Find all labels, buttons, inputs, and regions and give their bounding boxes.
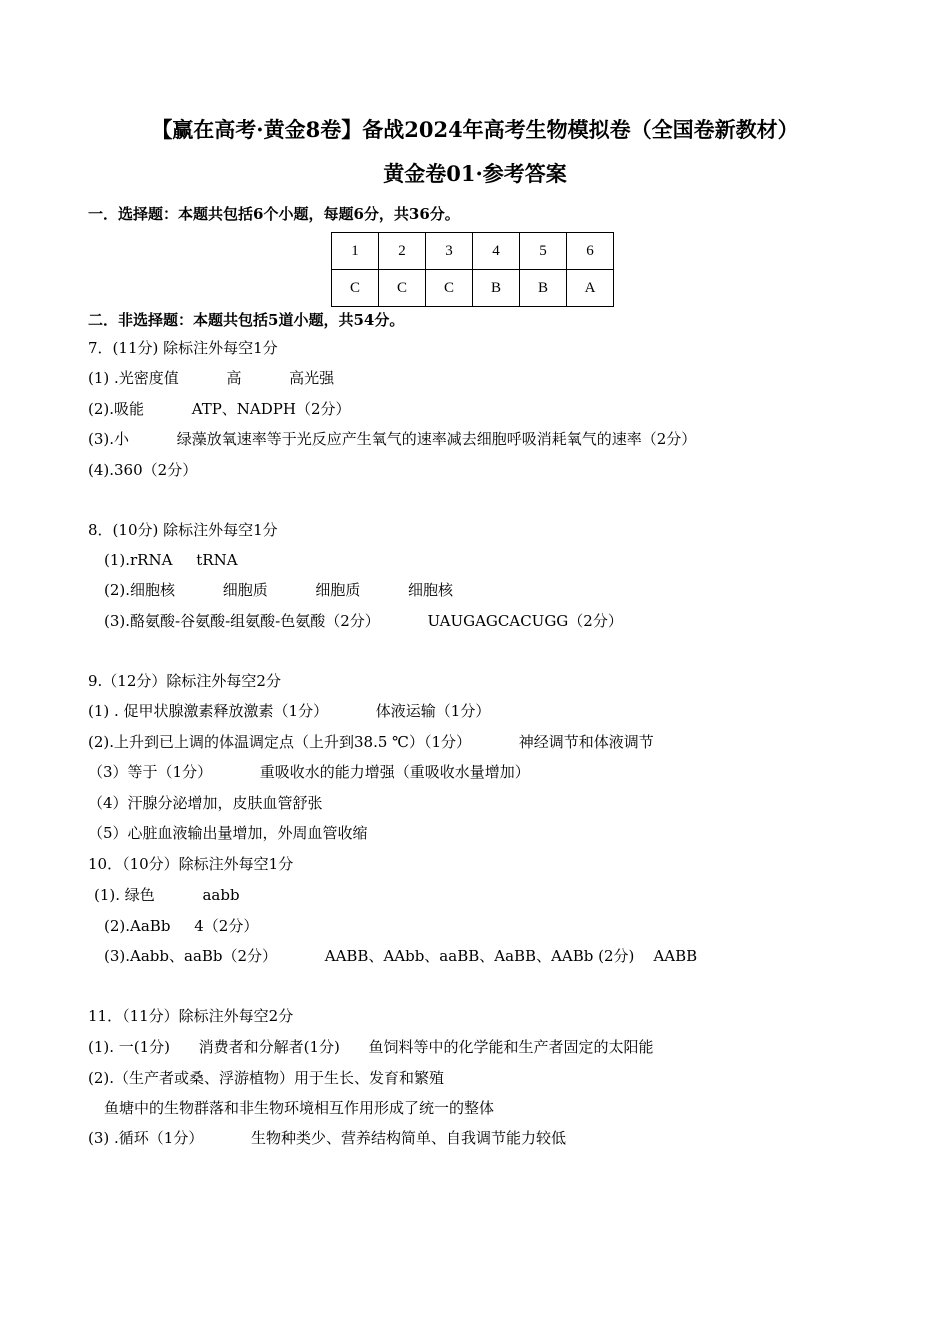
answer-line: (2).上升到已上调的体温调定点（上升到38.5 ℃）（1分） 神经调节和体液调节 bbox=[88, 733, 654, 751]
answer-cell: B bbox=[473, 270, 520, 307]
answer-cell: C bbox=[426, 270, 473, 307]
answer-line: (3).Aabb、aaBb（2分） AABB、AAbb、aaBB、AaBB、AABb (2分) AABB bbox=[104, 947, 698, 965]
answer-table-answer-row bbox=[332, 270, 614, 307]
answer-line: (1). 一(1分) 消费者和分解者(1分) 鱼饲料等中的化学能和生产者固定的太阳能 bbox=[88, 1038, 654, 1056]
answer-line: （5）心脏血液输出量增加，外周血管收缩 bbox=[88, 824, 368, 842]
document-subtitle: 黄金卷01·参考答案 bbox=[383, 161, 567, 186]
answer-line: (3).小 绿藻放氧速率等于光反应产生氧气的速率减去细胞呼吸消耗氧气的速率（2分） bbox=[88, 430, 697, 448]
answer-line: （4）汗腺分泌增加，皮肤血管舒张 bbox=[88, 794, 323, 812]
answer-line: (4).360（2分） bbox=[88, 461, 198, 479]
question-number: 6 bbox=[567, 233, 614, 270]
answer-line: (3) .循环（1分） 生物种类少、营养结构简单、自我调节能力较低 bbox=[88, 1129, 567, 1147]
answer-cell: B bbox=[520, 270, 567, 307]
q11-heading: 11．（11分）除标注外每空2分 bbox=[88, 1007, 294, 1025]
section-heading-choice: 一．选择题：本题共包括6个小题，每题6分，共36分。 bbox=[88, 205, 460, 223]
answer-line: (2).吸能 ATP、NADPH（2分） bbox=[88, 400, 351, 418]
answer-line: (1). 绿色 aabb bbox=[94, 886, 240, 904]
answer-table-number-row bbox=[332, 233, 614, 270]
answer-cell: C bbox=[379, 270, 426, 307]
q9-heading: 9.（12分）除标注外每空2分 bbox=[88, 672, 281, 690]
answer-line: (2).AaBb 4（2分） bbox=[104, 917, 259, 935]
answer-cell: A bbox=[567, 270, 614, 307]
question-number: 5 bbox=[520, 233, 567, 270]
answer-line: (2).细胞核 细胞质 细胞质 细胞核 bbox=[104, 581, 454, 599]
question-number: 2 bbox=[379, 233, 426, 270]
question-number: 4 bbox=[473, 233, 520, 270]
question-number: 3 bbox=[426, 233, 473, 270]
answer-cell: C bbox=[332, 270, 379, 307]
q8-heading: 8．(10分) 除标注外每空1分 bbox=[88, 521, 278, 539]
answer-line: (1) .光密度值 高 高光强 bbox=[88, 369, 335, 387]
q10-heading: 10．（10分）除标注外每空1分 bbox=[88, 855, 294, 873]
answer-line: (1).rRNA tRNA bbox=[104, 551, 238, 569]
answer-line: (3).酪氨酸-谷氨酸-组氨酸-色氨酸（2分） UAUGAGCACUGG（2分） bbox=[104, 612, 623, 630]
answer-line: (1) . 促甲状腺激素释放激素（1分） 体液运输（1分） bbox=[88, 702, 491, 720]
answer-table bbox=[331, 232, 614, 307]
answer-line: 鱼塘中的生物群落和非生物环境相互作用形成了统一的整体 bbox=[104, 1099, 495, 1117]
answer-line: (2).（生产者或桑、浮游植物）用于生长、发育和繁殖 bbox=[88, 1069, 445, 1087]
q7-heading: 7．(11分) 除标注外每空1分 bbox=[88, 339, 278, 357]
answer-line: （3）等于（1分） 重吸收水的能力增强（重吸收水量增加） bbox=[88, 763, 530, 781]
section-heading-nonchoice: 二．非选择题：本题共包括5道小题，共54分。 bbox=[88, 311, 405, 329]
question-number: 1 bbox=[332, 233, 379, 270]
document-title: 【赢在高考·黄金8卷】备战2024年高考生物模拟卷（全国卷新教材） bbox=[151, 117, 799, 142]
